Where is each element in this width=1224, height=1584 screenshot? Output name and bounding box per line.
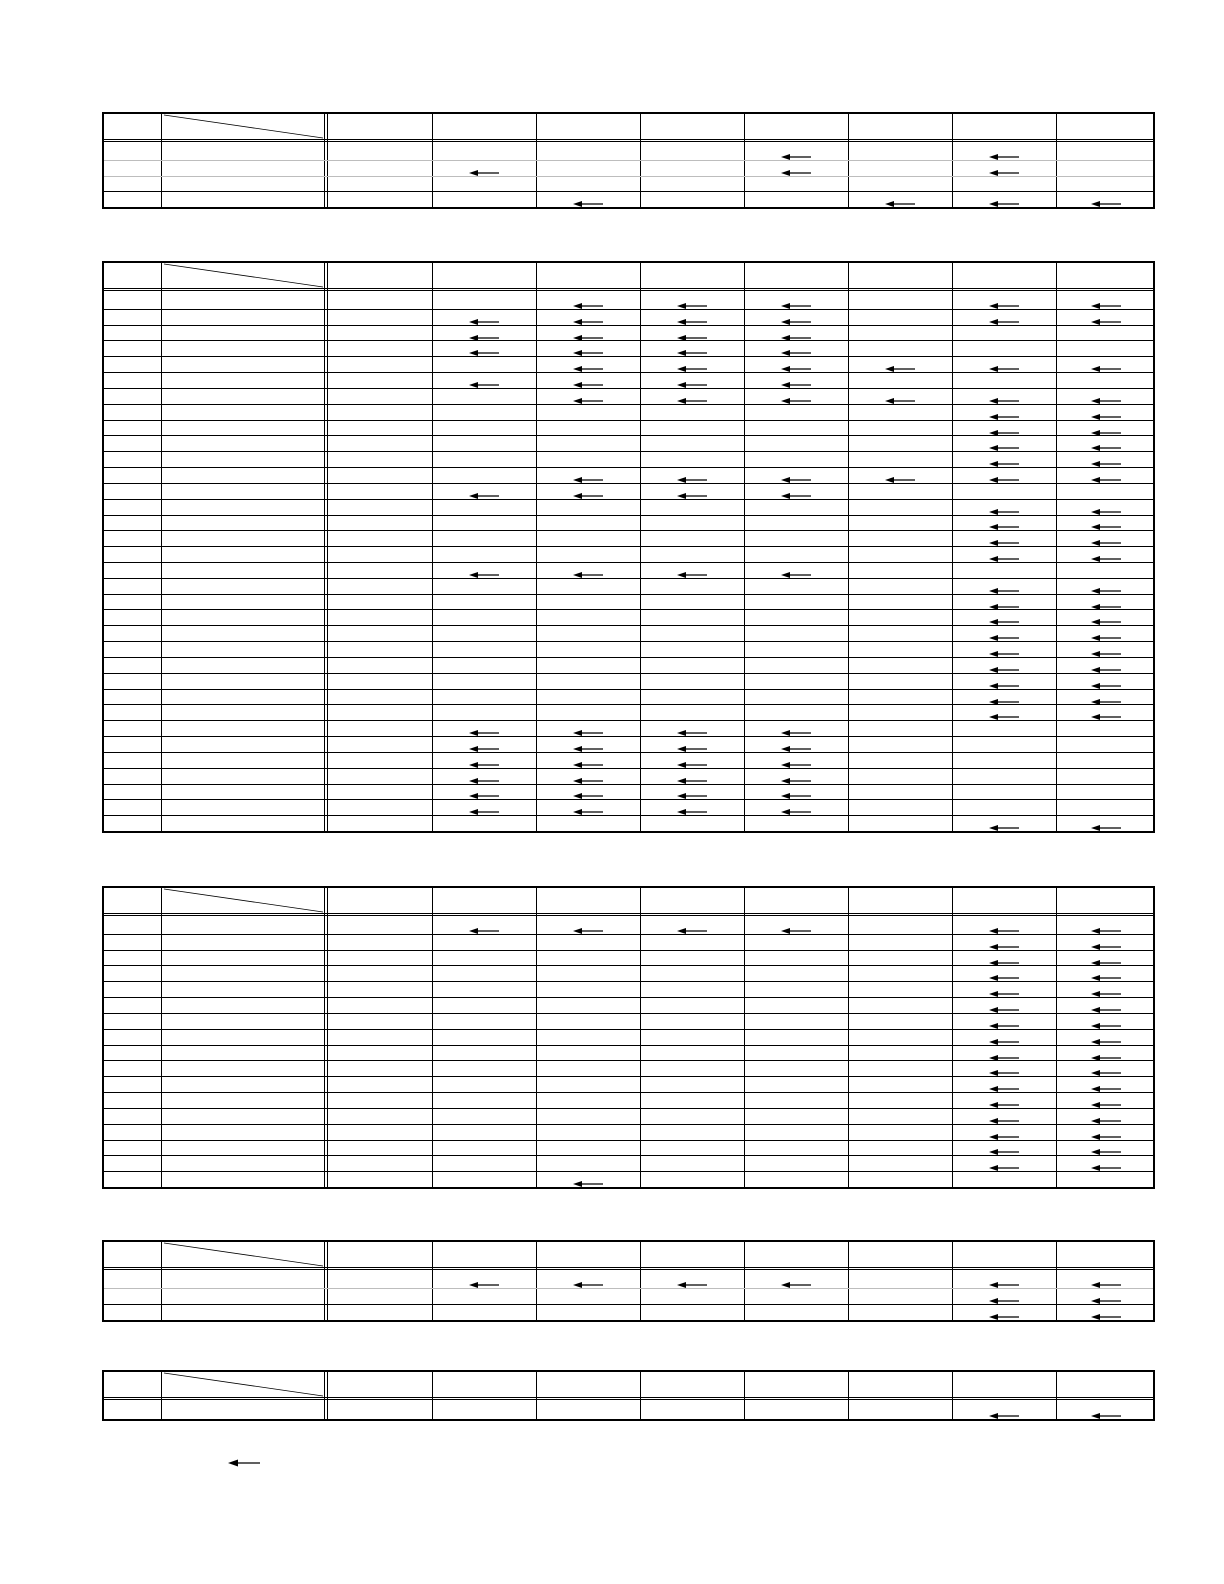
header-diagonal xyxy=(161,1242,325,1268)
arrow-left-icon xyxy=(989,148,1019,156)
arrow-left-icon xyxy=(989,1292,1019,1300)
arrow-left-icon xyxy=(573,376,603,384)
column-divider xyxy=(744,1242,745,1320)
arrow-left-icon xyxy=(573,392,603,400)
arrow-left-icon xyxy=(989,613,1019,621)
arrow-left-icon xyxy=(989,1143,1019,1151)
arrow-left-icon xyxy=(989,534,1019,542)
arrow-left-icon xyxy=(1091,424,1121,432)
arrow-left-icon xyxy=(989,582,1019,590)
table-row xyxy=(104,736,1153,737)
table-row xyxy=(104,191,1153,192)
arrow-left-icon xyxy=(1091,1159,1121,1167)
arrow-left-icon xyxy=(1091,1407,1121,1415)
arrow-left-icon xyxy=(1091,408,1121,416)
legend-arrow-left-icon xyxy=(228,1455,260,1465)
arrow-left-icon xyxy=(1091,534,1121,542)
arrow-left-icon xyxy=(1091,582,1121,590)
arrow-left-icon xyxy=(1091,1276,1121,1284)
arrow-left-icon xyxy=(989,677,1019,685)
arrow-left-icon xyxy=(781,740,811,748)
arrow-left-icon xyxy=(573,772,603,780)
arrow-left-icon xyxy=(469,487,499,495)
arrow-left-icon xyxy=(989,1064,1019,1072)
arrow-left-icon xyxy=(989,969,1019,977)
arrow-left-icon xyxy=(469,740,499,748)
arrow-left-icon xyxy=(989,1407,1019,1415)
arrow-left-icon xyxy=(573,566,603,574)
arrow-left-icon xyxy=(469,164,499,172)
column-divider xyxy=(640,1372,641,1419)
table-row xyxy=(104,784,1153,785)
arrow-left-icon xyxy=(573,313,603,321)
arrow-left-icon xyxy=(1091,693,1121,701)
column-divider xyxy=(744,1372,745,1419)
arrow-left-icon xyxy=(1091,1033,1121,1041)
arrow-left-icon xyxy=(781,756,811,764)
arrow-left-icon xyxy=(677,1276,707,1284)
arrow-left-icon xyxy=(1091,954,1121,962)
arrow-left-icon xyxy=(677,772,707,780)
arrow-left-icon xyxy=(781,1276,811,1284)
arrow-left-icon xyxy=(1091,195,1121,203)
arrow-left-icon xyxy=(781,313,811,321)
arrow-left-icon xyxy=(989,1001,1019,1009)
arrow-left-icon xyxy=(469,313,499,321)
arrow-left-icon xyxy=(1091,629,1121,637)
arrow-left-icon xyxy=(1091,439,1121,447)
arrow-left-icon xyxy=(469,566,499,574)
arrow-left-icon xyxy=(573,724,603,732)
arrow-left-icon xyxy=(1091,1001,1121,1009)
arrow-left-icon xyxy=(989,1049,1019,1057)
arrow-left-icon xyxy=(781,487,811,495)
arrow-left-icon xyxy=(781,724,811,732)
arrow-left-icon xyxy=(1091,503,1121,511)
arrow-left-icon xyxy=(1091,985,1121,993)
arrow-left-icon xyxy=(989,708,1019,716)
arrow-left-icon xyxy=(781,376,811,384)
column-divider xyxy=(1056,1372,1057,1419)
arrow-left-icon xyxy=(573,297,603,305)
arrow-left-icon xyxy=(989,1128,1019,1136)
table-row xyxy=(104,815,1153,816)
column-divider xyxy=(952,1242,953,1320)
arrow-left-icon xyxy=(677,329,707,337)
table-row xyxy=(104,768,1153,769)
arrow-left-icon xyxy=(573,787,603,795)
arrow-left-icon xyxy=(989,439,1019,447)
column-divider xyxy=(324,1242,328,1320)
arrow-left-icon xyxy=(781,803,811,811)
arrow-left-icon xyxy=(573,471,603,479)
arrow-left-icon xyxy=(469,803,499,811)
arrow-left-icon xyxy=(885,360,915,368)
arrow-left-icon xyxy=(989,985,1019,993)
arrow-left-icon xyxy=(1091,392,1121,400)
table-5 xyxy=(102,1370,1155,1421)
column-divider xyxy=(432,1242,433,1320)
arrow-left-icon xyxy=(677,376,707,384)
arrow-left-icon xyxy=(1091,613,1121,621)
arrow-left-icon xyxy=(781,922,811,930)
arrow-left-icon xyxy=(989,1276,1019,1284)
arrow-left-icon xyxy=(781,329,811,337)
arrow-left-icon xyxy=(781,297,811,305)
arrow-left-icon xyxy=(573,1276,603,1284)
arrow-left-icon xyxy=(469,1276,499,1284)
table-row xyxy=(104,799,1153,800)
arrow-left-icon xyxy=(573,803,603,811)
arrow-left-icon xyxy=(677,471,707,479)
arrow-left-icon xyxy=(781,344,811,352)
arrow-left-icon xyxy=(989,1096,1019,1104)
arrow-left-icon xyxy=(989,392,1019,400)
arrow-left-icon xyxy=(989,424,1019,432)
column-divider xyxy=(640,1242,641,1320)
arrow-left-icon xyxy=(989,550,1019,558)
arrow-left-icon xyxy=(573,344,603,352)
column-divider xyxy=(161,1372,162,1419)
column-divider xyxy=(432,1372,433,1419)
column-divider xyxy=(324,1372,328,1419)
arrow-left-icon xyxy=(1091,677,1121,685)
arrow-left-icon xyxy=(781,787,811,795)
arrow-left-icon xyxy=(989,1017,1019,1025)
arrow-left-icon xyxy=(469,329,499,337)
arrow-left-icon xyxy=(1091,1096,1121,1104)
table-4 xyxy=(102,1240,1155,1322)
table-row xyxy=(104,356,1153,357)
column-divider xyxy=(536,1242,537,1320)
arrow-left-icon xyxy=(677,360,707,368)
arrow-left-icon xyxy=(989,455,1019,463)
arrow-left-icon xyxy=(573,329,603,337)
arrow-left-icon xyxy=(1091,819,1121,827)
table-1 xyxy=(102,112,1155,209)
arrow-left-icon xyxy=(573,195,603,203)
arrow-left-icon xyxy=(989,360,1019,368)
column-divider xyxy=(848,1242,849,1320)
arrow-left-icon xyxy=(781,360,811,368)
arrow-left-icon xyxy=(989,408,1019,416)
arrow-left-icon xyxy=(677,297,707,305)
table-row xyxy=(104,499,1153,500)
arrow-left-icon xyxy=(677,803,707,811)
arrow-left-icon xyxy=(573,922,603,930)
arrow-left-icon xyxy=(885,471,915,479)
arrow-left-icon xyxy=(989,693,1019,701)
arrow-left-icon xyxy=(1091,645,1121,653)
table-row xyxy=(104,752,1153,753)
arrow-left-icon xyxy=(1091,550,1121,558)
arrow-left-icon xyxy=(989,954,1019,962)
column-divider xyxy=(536,1372,537,1419)
table-3 xyxy=(102,886,1155,1189)
table-row xyxy=(104,578,1153,579)
arrow-left-icon xyxy=(781,566,811,574)
arrow-left-icon xyxy=(1091,518,1121,526)
arrow-left-icon xyxy=(1091,1049,1121,1057)
arrow-left-icon xyxy=(573,360,603,368)
arrow-left-icon xyxy=(1091,360,1121,368)
arrow-left-icon xyxy=(989,598,1019,606)
arrow-left-icon xyxy=(885,392,915,400)
arrow-left-icon xyxy=(469,772,499,780)
column-divider xyxy=(848,1372,849,1419)
arrow-left-icon xyxy=(469,724,499,732)
arrow-left-icon xyxy=(1091,471,1121,479)
arrow-left-icon xyxy=(469,376,499,384)
arrow-left-icon xyxy=(1091,1017,1121,1025)
arrow-left-icon xyxy=(781,471,811,479)
arrow-left-icon xyxy=(573,487,603,495)
arrow-left-icon xyxy=(989,938,1019,946)
arrow-left-icon xyxy=(989,297,1019,305)
arrow-left-icon xyxy=(469,922,499,930)
arrow-left-icon xyxy=(469,344,499,352)
arrow-left-icon xyxy=(885,195,915,203)
arrow-left-icon xyxy=(1091,708,1121,716)
arrow-left-icon xyxy=(989,1159,1019,1167)
arrow-left-icon xyxy=(989,1308,1019,1316)
arrow-left-icon xyxy=(1091,1308,1121,1316)
arrow-left-icon xyxy=(989,661,1019,669)
arrow-left-icon xyxy=(1091,938,1121,946)
arrow-left-icon xyxy=(469,787,499,795)
arrow-left-icon xyxy=(1091,313,1121,321)
arrow-left-icon xyxy=(989,471,1019,479)
arrow-left-icon xyxy=(989,518,1019,526)
arrow-left-icon xyxy=(677,487,707,495)
arrow-left-icon xyxy=(1091,969,1121,977)
arrow-left-icon xyxy=(989,1080,1019,1088)
arrow-left-icon xyxy=(1091,1080,1121,1088)
arrow-left-icon xyxy=(677,392,707,400)
arrow-left-icon xyxy=(781,392,811,400)
table-row xyxy=(104,388,1153,389)
arrow-left-icon xyxy=(989,195,1019,203)
arrow-left-icon xyxy=(677,740,707,748)
arrow-left-icon xyxy=(989,819,1019,827)
arrow-left-icon xyxy=(677,787,707,795)
arrow-left-icon xyxy=(573,1175,603,1183)
arrow-left-icon xyxy=(469,756,499,764)
arrow-left-icon xyxy=(989,1033,1019,1041)
arrow-left-icon xyxy=(781,772,811,780)
arrow-left-icon xyxy=(781,148,811,156)
arrow-left-icon xyxy=(1091,1064,1121,1072)
arrow-left-icon xyxy=(989,629,1019,637)
arrow-left-icon xyxy=(677,566,707,574)
arrow-left-icon xyxy=(677,724,707,732)
arrow-left-icon xyxy=(989,922,1019,930)
header-diagonal xyxy=(161,1372,325,1398)
table-row xyxy=(104,340,1153,341)
header-diagonal xyxy=(161,114,325,140)
arrow-left-icon xyxy=(1091,661,1121,669)
table-2 xyxy=(102,261,1155,833)
arrow-left-icon xyxy=(573,740,603,748)
arrow-left-icon xyxy=(1091,297,1121,305)
arrow-left-icon xyxy=(1091,922,1121,930)
arrow-left-icon xyxy=(677,922,707,930)
arrow-left-icon xyxy=(1091,598,1121,606)
column-divider xyxy=(1056,1242,1057,1320)
arrow-left-icon xyxy=(1091,1292,1121,1300)
arrow-left-icon xyxy=(1091,1128,1121,1136)
arrow-left-icon xyxy=(989,164,1019,172)
column-divider xyxy=(952,1372,953,1419)
header-diagonal xyxy=(161,888,325,914)
arrow-left-icon xyxy=(1091,1112,1121,1120)
column-divider xyxy=(161,1242,162,1320)
arrow-left-icon xyxy=(989,313,1019,321)
arrow-left-icon xyxy=(573,756,603,764)
arrow-left-icon xyxy=(677,313,707,321)
arrow-left-icon xyxy=(989,645,1019,653)
arrow-left-icon xyxy=(989,1112,1019,1120)
arrow-left-icon xyxy=(1091,455,1121,463)
arrow-left-icon xyxy=(989,503,1019,511)
header-diagonal xyxy=(161,263,325,289)
arrow-left-icon xyxy=(677,344,707,352)
arrow-left-icon xyxy=(1091,1143,1121,1151)
arrow-left-icon xyxy=(781,164,811,172)
arrow-left-icon xyxy=(677,756,707,764)
